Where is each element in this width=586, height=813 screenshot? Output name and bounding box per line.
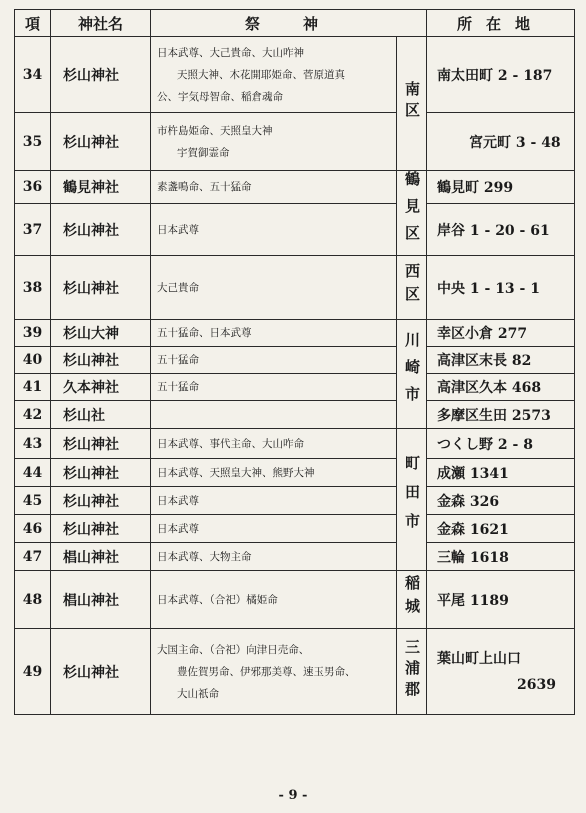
- deity-cell: [151, 171, 397, 204]
- address: 多摩区生田 2573: [427, 401, 575, 429]
- address: 高津区久本 468: [427, 374, 575, 401]
- table-row: [15, 515, 575, 543]
- address: 平尾 1189: [427, 571, 575, 629]
- shrine-name: 杉山神社: [51, 459, 151, 487]
- shrine-name: 杉山神社: [51, 347, 151, 374]
- shrine-table-page: [14, 9, 574, 715]
- table-row: [15, 459, 575, 487]
- deity-cell: [151, 543, 397, 571]
- shrine-name: 杉山大神: [51, 320, 151, 347]
- table-row: [15, 374, 575, 401]
- row-number: 36: [15, 171, 51, 204]
- deity-cell: [151, 37, 397, 113]
- address-line: 葉山町上山口: [437, 650, 522, 667]
- deity-line: 日本武尊、事代主命、大山咋命: [157, 437, 304, 450]
- deity-cell: [151, 571, 397, 629]
- deity-line: 日本武尊、大己貴命、大山咋神: [157, 46, 304, 59]
- page-number: - 9 -: [278, 788, 308, 803]
- table-row: [15, 429, 575, 459]
- region-cell: [397, 256, 427, 320]
- deity-cell: [151, 459, 397, 487]
- shrine-table: [14, 9, 575, 715]
- table-row: [15, 347, 575, 374]
- address: 南太田町 2 - 187: [427, 37, 575, 113]
- region-label: 西区: [403, 263, 421, 309]
- deity-line: 日本武尊: [157, 223, 199, 236]
- deity-line: 素盞鳴命、五十猛命: [157, 181, 252, 194]
- deity-line: 大己貴命: [157, 281, 199, 294]
- deity-line: 天照大神、木花開耶姫命、菅原道真: [177, 68, 345, 81]
- deity-line: 日本武尊: [157, 522, 199, 535]
- deity-line: 五十猛命、日本武尊: [157, 327, 252, 339]
- region-label: 南区: [403, 81, 421, 123]
- deity-line: 豊佐賀男命、伊邪那美尊、速玉男命、: [177, 665, 356, 678]
- deity-line: 日本武尊: [157, 494, 199, 507]
- deity-cell: [151, 487, 397, 515]
- deity-line: 日本武尊、大物主命: [157, 550, 252, 563]
- region-label: 三浦郡: [403, 638, 421, 702]
- row-number: 37: [15, 204, 51, 256]
- address: 三輪 1618: [427, 543, 575, 571]
- table-row: [15, 320, 575, 347]
- deity-line: 五十猛命: [157, 354, 199, 366]
- row-number: 39: [15, 320, 51, 347]
- row-number: 41: [15, 374, 51, 401]
- table-row: [15, 256, 575, 320]
- address: 鶴見町 299: [427, 171, 575, 204]
- table-row: [15, 113, 575, 171]
- deity-cell: [151, 401, 397, 429]
- row-number: 42: [15, 401, 51, 429]
- shrine-name: 杉山神社: [51, 37, 151, 113]
- address: [427, 629, 575, 715]
- header-name: 神社名: [51, 10, 151, 37]
- region-cell: [397, 571, 427, 629]
- shrine-name: 鶴見神社: [51, 171, 151, 204]
- deity-cell: [151, 320, 397, 347]
- row-number: 47: [15, 543, 51, 571]
- row-number: 35: [15, 113, 51, 171]
- shrine-name: 椙山神社: [51, 571, 151, 629]
- region-cell: [397, 629, 427, 715]
- shrine-name: 杉山神社: [51, 113, 151, 171]
- deity-cell: [151, 629, 397, 715]
- row-number: 43: [15, 429, 51, 459]
- region-label: 川崎市: [403, 332, 421, 413]
- row-number: 48: [15, 571, 51, 629]
- deity-line: 大山祇命: [177, 687, 219, 700]
- deity-line: 市杵島姫命、天照皇大神: [157, 124, 273, 137]
- shrine-name: 杉山神社: [51, 429, 151, 459]
- table-row: [15, 204, 575, 256]
- region-label: 鶴見区: [403, 171, 421, 252]
- address: つくし野 2 - 8: [427, 429, 575, 459]
- table-row: [15, 571, 575, 629]
- address: 岸谷 1 - 20 - 61: [427, 204, 575, 256]
- deity-cell: [151, 374, 397, 401]
- shrine-name: 久本神社: [51, 374, 151, 401]
- row-number: 34: [15, 37, 51, 113]
- table-row: [15, 629, 575, 715]
- shrine-name: 杉山神社: [51, 515, 151, 543]
- address: 宮元町 3 - 48: [427, 113, 575, 171]
- deity-line: 公、宇気母智命、稲倉魂命: [157, 90, 283, 103]
- deity-cell: [151, 113, 397, 171]
- row-number: 44: [15, 459, 51, 487]
- table-row: [15, 487, 575, 515]
- address: 金森 1621: [427, 515, 575, 543]
- address: 金森 326: [427, 487, 575, 515]
- deity-cell: [151, 256, 397, 320]
- address-line: 2639: [517, 676, 557, 693]
- row-number: 40: [15, 347, 51, 374]
- region-cell: [397, 37, 427, 171]
- region-label: 町田市: [403, 454, 421, 542]
- row-number: 46: [15, 515, 51, 543]
- address: 高津区末長 82: [427, 347, 575, 374]
- table-row: [15, 401, 575, 429]
- shrine-name: 杉山社: [51, 401, 151, 429]
- address: 成瀬 1341: [427, 459, 575, 487]
- address: 中央 1 - 13 - 1: [427, 256, 575, 320]
- header-deity: 祭 神: [151, 10, 427, 37]
- shrine-name: 杉山神社: [51, 487, 151, 515]
- address: 幸区小倉 277: [427, 320, 575, 347]
- shrine-name: 杉山神社: [51, 629, 151, 715]
- region-label: 稲城: [403, 575, 421, 621]
- deity-line: 宇賀御霊命: [177, 146, 230, 159]
- region-cell: [397, 171, 427, 256]
- shrine-name: 杉山神社: [51, 204, 151, 256]
- region-cell: [397, 429, 427, 571]
- deity-line: 五十猛命: [157, 381, 199, 393]
- header-location: 所在地: [427, 10, 575, 37]
- region-cell: [397, 320, 427, 429]
- row-number: 49: [15, 629, 51, 715]
- deity-line: 日本武尊、（合祀）橘姫命: [157, 593, 278, 606]
- shrine-name: 椙山神社: [51, 543, 151, 571]
- row-number: 45: [15, 487, 51, 515]
- table-header: [15, 10, 575, 37]
- deity-cell: [151, 515, 397, 543]
- table-row: [15, 171, 575, 204]
- deity-cell: [151, 429, 397, 459]
- deity-cell: [151, 204, 397, 256]
- table-row: [15, 37, 575, 113]
- table-row: [15, 543, 575, 571]
- row-number: 38: [15, 256, 51, 320]
- deity-line: 日本武尊、天照皇大神、熊野大神: [157, 466, 315, 479]
- deity-line: 大国主命、（合祀）向津日売命、: [157, 643, 310, 656]
- header-no: 項: [15, 10, 51, 37]
- shrine-name: 杉山神社: [51, 256, 151, 320]
- deity-cell: [151, 347, 397, 374]
